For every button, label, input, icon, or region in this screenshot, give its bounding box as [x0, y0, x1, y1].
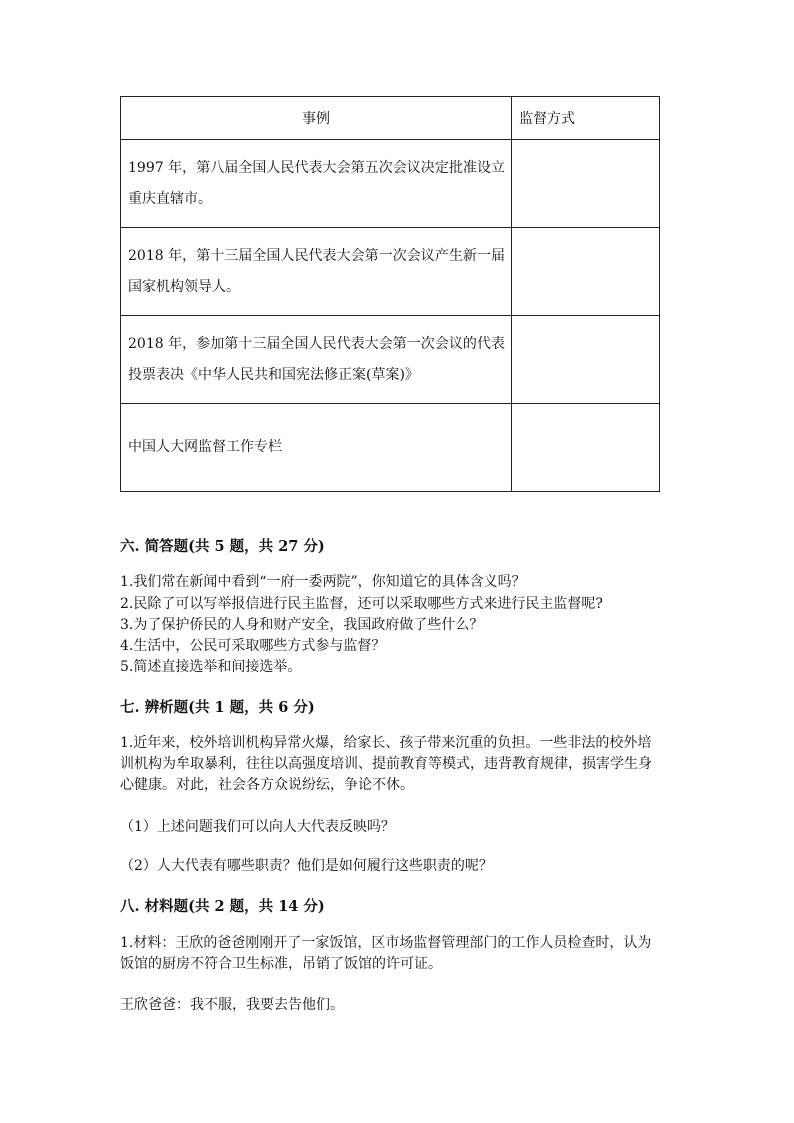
table-cell-method[interactable]: [512, 316, 660, 404]
table-row: [121, 316, 660, 404]
table-cell-example: [121, 228, 512, 316]
section8-title: 八. 材料题(共 2 题，共 14 分): [120, 898, 325, 915]
question-item: 5.简述直接选举和间接选举。: [120, 659, 302, 675]
table-header-row: [121, 97, 660, 140]
question-item: 3.为了保护侨民的人身和财产安全，我国政府做了些什么？: [120, 617, 484, 633]
case-table: [120, 96, 660, 492]
header-method: 监督方式: [512, 97, 660, 140]
section8-material: 1.材料：王欣的爸爸刚刚开了一家饭馆，区市场监督管理部门的工作人员检查时，认为饭馆的厨房不符合卫生标准，吊销了饭馆的许可证。: [120, 935, 652, 972]
section6-title: 六. 简答题(共 5 题，共 27 分): [120, 538, 325, 555]
question-item: 4.生活中，公民可采取哪些方式参与监督？: [120, 638, 386, 654]
example-text: 2018 年，第十三届全国人民代表大会第一次会议产生新一届国家机构领导人。: [128, 247, 505, 295]
example-text: 2018 年，参加第十三届全国人民代表大会第一次会议的代表投票表决《中华人民共和国宪法修正案(草案)》: [128, 335, 505, 383]
table-row: [121, 404, 660, 492]
section7-title: 七. 辨析题(共 1 题，共 6 分): [120, 699, 315, 716]
section7-material: 1.近年来，校外培训机构异常火爆，给家长、孩子带来沉重的负担。一些非法的校外培训机构为牟取暴利，往往以高强度培训、提前教育等模式，违背教育规律，损害学生身心健康。对此，社会各方众说纷纭，争论不休。: [120, 735, 652, 793]
table-cell-method[interactable]: [512, 404, 660, 492]
question-item: 2.民除了可以写举报信进行民主监督，还可以采取哪些方式来进行民主监督呢?: [120, 596, 603, 612]
table-cell-example: [121, 404, 512, 492]
table-row: [121, 228, 660, 316]
table-cell-method[interactable]: [512, 140, 660, 228]
section7-question-2: （2）人大代表有哪些职责？他们是如何履行这些职责的呢？: [120, 858, 493, 874]
question-item: 1.我们常在新闻中看到“一府一委两院”，你知道它的具体含义吗？: [120, 574, 526, 590]
table-row: [121, 140, 660, 228]
section8-quote: 王欣爸爸：我不服，我要去告他们。: [120, 997, 344, 1013]
header-example: 事例: [121, 97, 512, 140]
example-text: 中国人大网监督工作专栏: [128, 439, 282, 455]
section7-question-1: （1）上述问题我们可以向人大代表反映吗？: [120, 819, 395, 835]
table-cell-example: [121, 140, 512, 228]
table-cell-example: [121, 316, 512, 404]
example-text: 1997 年，第八届全国人民代表大会第五次会议决定批准设立重庆直辖市。: [128, 159, 505, 207]
table-cell-method[interactable]: [512, 228, 660, 316]
